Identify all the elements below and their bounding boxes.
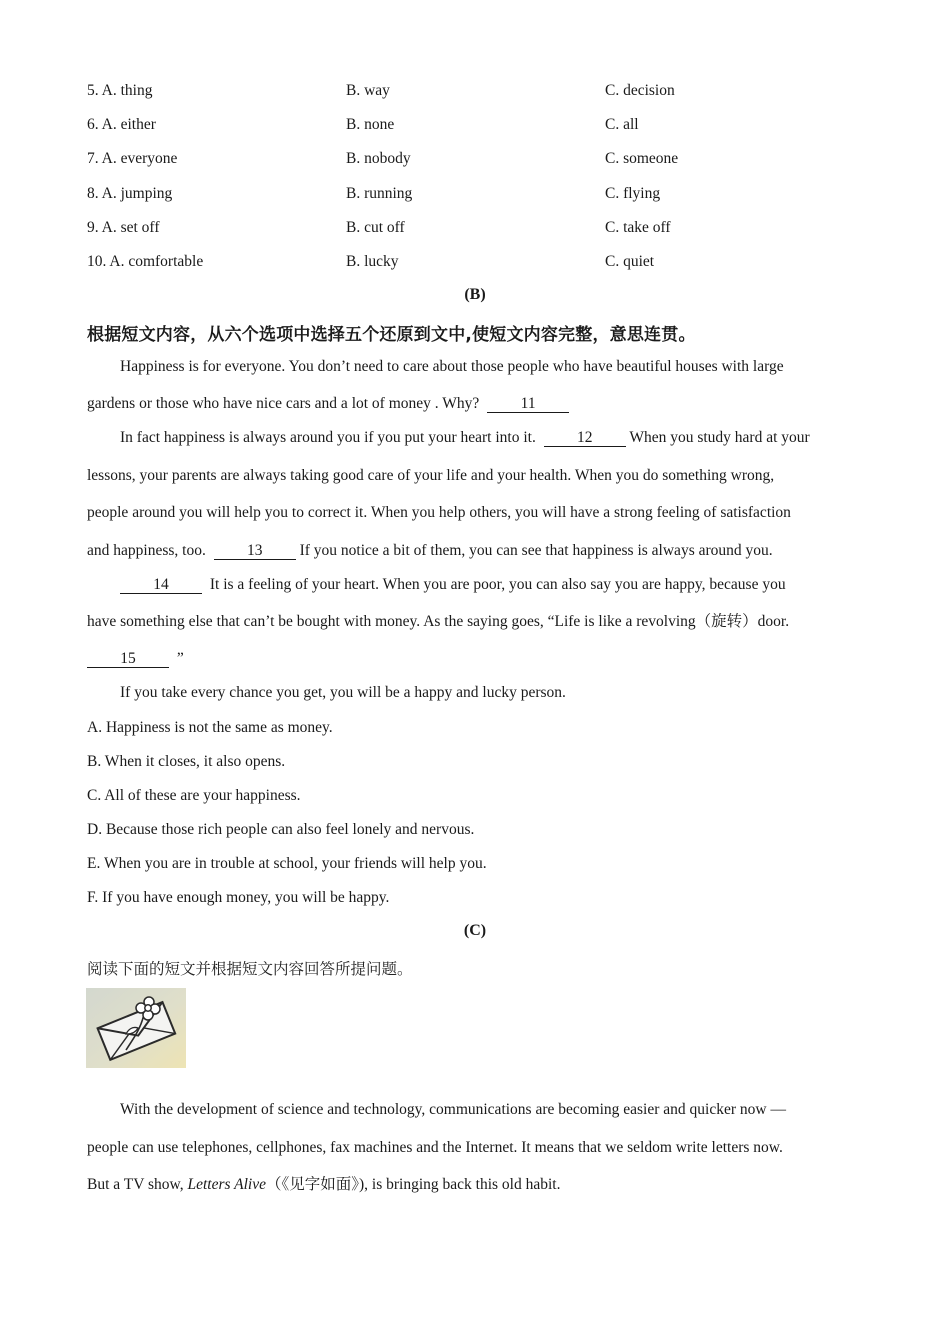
paragraph-1-line-1: Happiness is for everyone. You don’t need to care about those people who have beautiful houses with large: [120, 358, 784, 375]
options-row-6: [87, 114, 867, 136]
option-a: 7. A. everyone: [87, 150, 178, 167]
choice-a: A. Happiness is not the same as money.: [87, 719, 333, 736]
paragraph-2-line-3: people around you will help you to correct it. When you help others, you will have a strong feeling of satisfaction: [87, 504, 791, 521]
option-a: 5. A. thing: [87, 82, 153, 99]
paragraph-text: and happiness, too.: [87, 542, 206, 559]
option-b: B. running: [346, 185, 413, 202]
option-c: C. all: [605, 116, 639, 133]
option-c: C. someone: [605, 150, 679, 167]
section-b-instruction: 根据短文内容，从六个选项中选择五个还原到文中,使短文内容完整，意思连贯。: [87, 325, 696, 345]
choice-e: E. When you are in trouble at school, your friends will help you.: [87, 855, 487, 872]
choice-b: B. When it closes, it also opens.: [87, 753, 286, 770]
paragraph-2-line-1: [120, 427, 863, 449]
paragraph-3-line-2: have something else that can’t be bought with money. As the saying goes, “Life is like a revolving（旋转）door.: [87, 613, 790, 630]
answer-blank-13[interactable]: 13: [214, 542, 296, 560]
options-row-10: [87, 251, 867, 273]
section-c-heading: (C): [463, 922, 487, 939]
answer-blank-15[interactable]: 15: [87, 650, 169, 668]
paragraph-text: When you study hard at your: [629, 429, 810, 446]
section-b-heading: (B): [464, 286, 486, 303]
paragraph-3-line-3: [87, 648, 863, 670]
options-row-5: [87, 80, 867, 102]
paragraph-2-line-4: [87, 540, 863, 562]
option-a: 10. A. comfortable: [87, 253, 204, 270]
paragraph-4: If you take every chance you get, you will be a happy and lucky person.: [120, 684, 566, 701]
options-row-9: [87, 217, 867, 239]
choice-f: F. If you have enough money, you will be happy.: [87, 889, 390, 906]
section-c-instruction: 阅读下面的短文并根据短文内容回答所提问题。: [87, 960, 413, 978]
answer-blank-14[interactable]: 14: [120, 576, 202, 594]
answer-blank-11[interactable]: 11: [487, 395, 569, 413]
option-b: B. way: [346, 82, 390, 99]
passage-c-line-2: people can use telephones, cellphones, fax machines and the Internet. It means that we seldom write letters now.: [87, 1139, 783, 1156]
paragraph-text: gardens or those who have nice cars and a lot of money . Why?: [87, 395, 480, 412]
option-a: 9. A. set off: [87, 219, 160, 236]
answer-blank-12[interactable]: 12: [544, 429, 626, 447]
choice-d: D. Because those rich people can also feel lonely and nervous.: [87, 821, 475, 838]
option-c: C. decision: [605, 82, 675, 99]
option-c: C. quiet: [605, 253, 655, 270]
passage-c-line-3: [87, 1174, 863, 1196]
paragraph-text: In fact happiness is always around you if you put your heart into it.: [120, 429, 536, 446]
options-row-8: [87, 183, 867, 205]
option-c: C. flying: [605, 185, 661, 202]
options-row-7: [87, 148, 867, 170]
paragraph-2-line-2: lessons, your parents are always taking good care of your life and your health. When you do something wrong,: [87, 467, 775, 484]
paragraph-text: ”: [176, 650, 184, 667]
option-b: B. lucky: [346, 253, 399, 270]
option-c: C. take off: [605, 219, 671, 236]
option-a: 8. A. jumping: [87, 185, 173, 202]
paragraph-1-line-2: [87, 393, 863, 415]
paragraph-text: It is a feeling of your heart. When you are poor, you can also say you are happy, because you: [209, 576, 786, 593]
option-b: B. none: [346, 116, 395, 133]
paragraph-text: But a TV show,: [87, 1176, 184, 1193]
option-b: B. nobody: [346, 150, 411, 167]
show-title: Letters Alive: [187, 1176, 266, 1193]
option-a: 6. A. either: [87, 116, 156, 133]
passage-c-line-1: With the development of science and technology, communications are becoming easier and quicker now —: [120, 1101, 786, 1118]
paragraph-text: If you notice a bit of them, you can see that happiness is always around you.: [299, 542, 773, 559]
paragraph-3-line-1: [120, 574, 863, 596]
paragraph-text: （《见字如面》), is bringing back this old habit.: [265, 1176, 561, 1193]
choice-c: C. All of these are your happiness.: [87, 787, 301, 804]
envelope-flower-image: [86, 988, 186, 1068]
option-b: B. cut off: [346, 219, 405, 236]
